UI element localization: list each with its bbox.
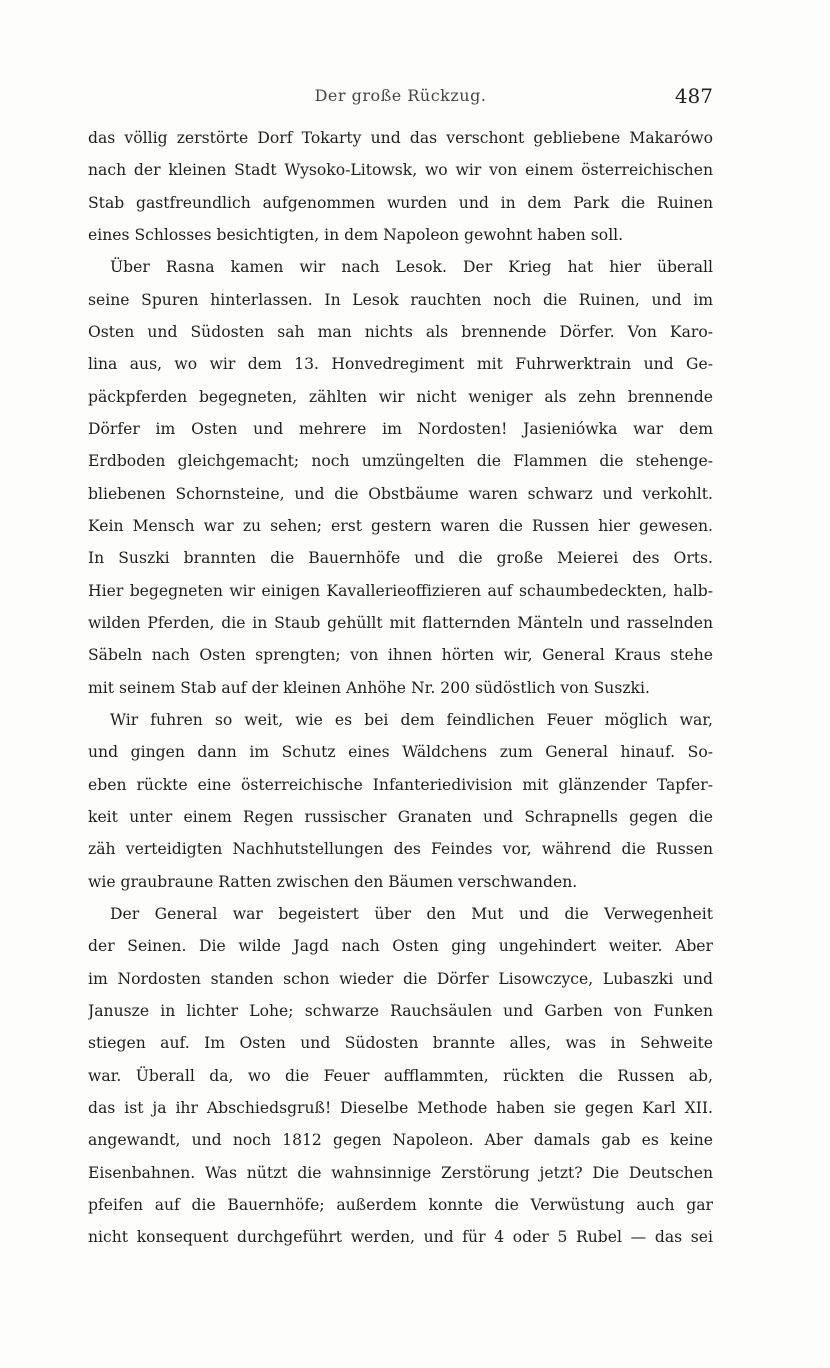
text-line: Über Rasna kamen wir nach Lesok. Der Krieg hat hier überall — [110, 258, 713, 277]
text-line: Hier begegneten wir einigen Kavallerieoffizieren auf schaumbedeckten, halb- — [88, 581, 713, 600]
text-line: pfeifen auf die Bauernhöfe; außerdem konnte die Verwüstung auch gar — [88, 1195, 713, 1214]
text-line: päckpferden begegneten, zählten wir nicht weniger als zehn brennende — [88, 387, 713, 406]
text-line: Eisenbahnen. Was nützt die wahnsinnige Zerstörung jetzt? Die Deutschen — [88, 1163, 713, 1182]
text-line: im Nordosten standen schon wieder die Dörfer Lisowczyce, Lubaszki und — [88, 969, 713, 988]
text-line: In Suszki brannten die Bauernhöfe und die große Meierei des Orts. — [88, 549, 713, 568]
text-line: Der General war begeistert über den Mut und die Verwegenheit — [110, 904, 713, 923]
text-line: Wir fuhren so weit, wie es bei dem feindlichen Feuer möglich war, — [110, 710, 713, 729]
text-line: bliebenen Schornsteine, und die Obstbäume waren schwarz und verkohlt. — [88, 484, 713, 503]
text-line: Dörfer im Osten und mehrere im Nordosten! Jasieniówka war dem — [88, 419, 713, 438]
text-line: eben rückte eine österreichische Infanteriedivision mit glänzender Tapfer- — [88, 775, 713, 794]
text-line: das völlig zerstörte Dorf Tokarty und das verschont gebliebene Makarówo — [88, 129, 713, 147]
text-line: lina aus, wo wir dem 13. Honvedregiment mit Fuhrwerktrain und Ge- — [88, 355, 713, 374]
text-line: seine Spuren hinterlassen. In Lesok rauchten noch die Ruinen, und im — [88, 290, 713, 309]
running-head — [88, 86, 713, 114]
text-line: nicht konsequent durchgeführt werden, und für 4 oder 5 Rubel — das sei — [88, 1228, 713, 1247]
running-title: Der große Rückzug. — [314, 86, 487, 105]
text-line: wie graubraune Ratten zwischen den Bäumen verschwanden. — [88, 872, 578, 891]
text-line: und gingen dann im Schutz eines Wäldchens zum General hinauf. So- — [88, 743, 713, 762]
text-line: zäh verteidigten Nachhutstellungen des Feindes vor, während die Russen — [88, 840, 713, 859]
text-line: Erdboden gleichgemacht; noch umzüngelten die Flammen die stehenge- — [88, 452, 713, 471]
text-line: wilden Pferden, die in Staub gehüllt mit flatternden Mänteln und rasselnden — [88, 613, 713, 632]
text-line: das ist ja ihr Abschiedsgruß! Dieselbe Methode haben sie gegen Karl XII. — [88, 1098, 713, 1117]
text-line: Stab gastfreundlich aufgenommen wurden und in dem Park die Ruinen — [88, 193, 713, 212]
text-line: nach der kleinen Stadt Wysoko-Litowsk, wo wir von einem österreichischen — [88, 161, 713, 180]
body-text — [88, 122, 713, 1253]
text-line: Säbeln nach Osten sprengten; von ihnen hörten wir, General Kraus stehe — [88, 646, 713, 665]
text-line: stiegen auf. Im Osten und Südosten brannte alles, was in Sehweite — [88, 1034, 713, 1053]
text-line: Janusze in lichter Lohe; schwarze Rauchsäulen und Garben von Funken — [88, 1001, 713, 1020]
page-number: 487 — [674, 84, 713, 108]
text-line: Kein Mensch war zu sehen; erst gestern waren die Russen hier gewesen. — [88, 516, 713, 535]
text-line: eines Schlosses besichtigten, in dem Napoleon gewohnt haben soll. — [88, 225, 624, 244]
text-line: keit unter einem Regen russischer Granaten und Schrapnells gegen die — [88, 807, 713, 826]
text-line: Osten und Südosten sah man nichts als brennende Dörfer. Von Karo- — [88, 322, 713, 341]
text-line: der Seinen. Die wilde Jagd nach Osten ging ungehindert weiter. Aber — [88, 937, 713, 956]
text-line: war. Überall da, wo die Feuer aufflammten, rückten die Russen ab, — [88, 1066, 713, 1085]
text-line: mit seinem Stab auf der kleinen Anhöhe Nr. 200 südöstlich von Suszki. — [88, 678, 650, 697]
text-line: angewandt, und noch 1812 gegen Napoleon. Aber damals gab es keine — [88, 1131, 713, 1150]
